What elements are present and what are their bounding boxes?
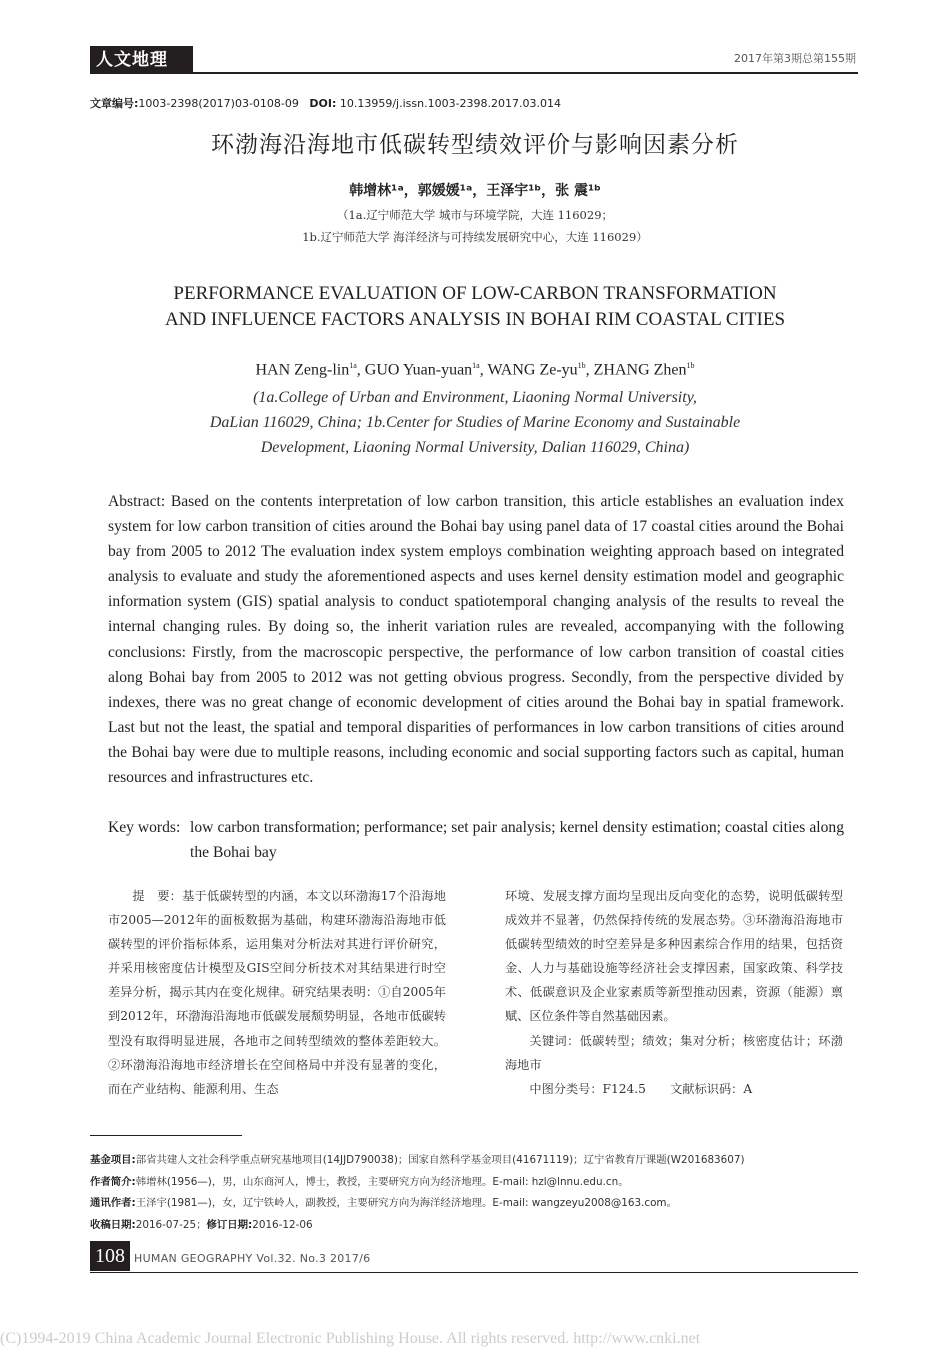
keywords-en — [108, 815, 844, 865]
footnote-dates: 收稿日期:2016-07-25；修订日期:2016-12-06 — [90, 1218, 313, 1231]
footer-journal-info: HUMAN GEOGRAPHY Vol.32. No.3 2017/6 — [134, 1252, 371, 1265]
title-cn: 环渤海沿海地市低碳转型绩效评价与影响因素分析 — [211, 132, 739, 158]
journal-logo-tag: 人文地理 — [90, 46, 193, 74]
keywords-cn: 关键词：低碳转型；绩效；集对分析；核密度估计；环渤海地市 — [505, 1033, 843, 1072]
footer-rule — [90, 1272, 858, 1273]
fund-label: 基金项目: — [90, 1154, 136, 1166]
revised-date: 2016-12-06 — [252, 1218, 313, 1231]
abstract-cn-text-2: 环境、发展支撑方面均呈现出反向变化的态势，说明低碳转型成效并不显著，仍然保持传统的发展态势。③环渤海沿海地市低碳转型绩效的时空差异是多种因素综合作用的结果，包括资金、人力与基础设施等经济社会支撑因素，国家政策、科学技术、低碳意识及企业家素质等新型推动因素，资源（能源）禀赋、区位条件等自然基础因素。 — [505, 889, 843, 1024]
footnote-rule — [90, 1135, 242, 1136]
fund-text: 部省共建人文社会科学重点研究基地项目(14JJD790038)；国家自然科学基金项目(41671119)；辽宁省教育厅课题(W201683607) — [135, 1154, 745, 1166]
received-date: 2016-07-25 — [135, 1218, 197, 1231]
footnote-author — [90, 1172, 870, 1194]
author-en-2-sup: 1a — [472, 361, 480, 370]
abstract-en: Abstract: Based on the contents interpretation of low carbon transition, this article establishes an evaluation index system for low carbon transition of cities around the Bohai bay using panel data of 17 coastal cities around the Bohai bay from 2005 to 2012 The evaluation index system employs combination weighting approach based on integrated analysis to evaluate and study the aforementioned aspects and uses kernel density estimation model and geographic information system (GIS) spatial analysis to conduct spatiotemporal changing analysis of the results to reveal the internal changing rules. By doing so, the inherit variation rules are revealed, accompanying with the following conclusions: Firstly, from the macroscopic perspective, the performance of low carbon transition of coastal cities along Bohai bay from 2005 to 2012 was not getting obvious progress. Secondly, from the perspective divided by indexes, there was no great change of economic development of cities around the Bohai bay in spatial framework. Last but not the least, the spatial and temporal disparities of performances in low carbon transitions of cities around the Bohai bay were due to multiple reasons, including economic and social supporting factors such as capital, human resources and infrastructures etc. — [108, 493, 844, 787]
author-en-1: HAN Zeng-lin — [255, 361, 350, 379]
abstract-cn-left-column — [108, 884, 446, 1101]
keywords-en-text: low carbon transformation; performance; set pair analysis; kernel density estimation; coastal cities along the Bohai bay — [190, 819, 844, 861]
header-rule — [90, 72, 858, 74]
author-en-1-sup: 1a — [349, 361, 357, 370]
doi[interactable]: 10.13959/j.issn.1003-2398.2017.03.014 — [339, 97, 562, 110]
affiliation-en — [0, 385, 950, 460]
classification-code: 中图分类号：F124.5 文献标识码：A — [529, 1081, 753, 1096]
issue-info: 2017年第3期总第155期 — [734, 52, 856, 65]
affiliation-en-line-1: (1a.College of Urban and Environment, Liaoning Normal University, — [253, 389, 697, 406]
article-number: 1003-2398(2017)03-0108-09 — [138, 97, 299, 110]
copyright-watermark: (C)1994-2019 China Academic Journal Electronic Publishing House. All rights reserved. http://www.cnki.net — [0, 1330, 701, 1347]
article-number-label: 文章编号: — [90, 97, 139, 110]
author-en-3-sup: 1b — [577, 361, 586, 370]
author-en-4-sup: 1b — [686, 361, 695, 370]
corr-label: 通讯作者: — [90, 1197, 136, 1209]
title-en — [0, 281, 950, 333]
abstract-cn-right-column — [505, 884, 843, 1101]
author-en-4: ZHANG Zhen — [593, 361, 687, 379]
revised-label: 修订日期: — [206, 1218, 253, 1231]
affiliation-cn-line-2: 1b.辽宁师范大学 海洋经济与可持续发展研究中心，大连 116029） — [302, 230, 648, 244]
author-label: 作者简介: — [90, 1175, 136, 1188]
footnotes — [90, 1150, 870, 1236]
affiliation-cn-line-1: （1a.辽宁师范大学 城市与环境学院，大连 116029； — [336, 208, 614, 222]
authors-en: HAN Zeng-lin$^{1a}$, GUO Yuan-yuan$^{1a}$, WANG $Ze-yu^{1b}$, ZHANG Zhen$^{1b}$ — [255, 361, 695, 379]
title-en-line-1: PERFORMANCE EVALUATION OF LOW-CARBON TRANSFORMATION — [173, 283, 777, 304]
article-number-line — [90, 95, 561, 111]
affiliation-en-line-2: DaLian 116029, China; 1b.Center for Studies of Marine Economy and Sustainable — [209, 414, 741, 431]
page-number: 108 — [90, 1241, 130, 1271]
author-en-2: GUO Yuan-yuan — [364, 361, 473, 379]
author-en-3: WANG Ze-yu — [487, 361, 578, 379]
title-en-line-2: AND INFLUENCE FACTORS ANALYSIS IN BOHAI RIM COASTAL CITIES — [164, 309, 786, 330]
keywords-en-label: Key words: — [108, 819, 181, 836]
corr-text: 王泽宇(1981—)，女，辽宁铁岭人，副教授，主要研究方向为海洋经济地理。E-mail: wangzeyu2008@163.com。 — [135, 1197, 677, 1209]
footnote-fund — [90, 1150, 870, 1172]
affiliation-en-line-3: Development, Liaoning Normal University, Dalian 116029, China) — [260, 439, 690, 456]
author-text: 韩增林(1956—)，男，山东商河人，博士，教授，主要研究方向为经济地理。E-mail: hzl@lnnu.edu.cn。 — [135, 1175, 629, 1188]
received-label: 收稿日期: — [90, 1218, 136, 1231]
abstract-cn-text-1: 提 要：基于低碳转型的内涵，本文以环渤海17个沿海地市2005—2012年的面板数据为基础，构建环渤海沿海地市低碳转型的评价指标体系，运用集对分析法对其进行评价研究，并采用核密度估计模型及GIS空间分析技术对其结果进行时空差异分析，揭示其内在变化规律。研究结果表明：①自2005年到2012年，环渤海沿海地市低碳发展颓势明显，各地市低碳转型没有取得明显进展，各地市之间转型绩效的整体差距较大。②环渤海沿海地市经济增长在空间格局中并没有显著的变化，而在产业结构、能源利用、生态 — [108, 889, 446, 1096]
authors-cn: 韩增林¹ᵃ，郭媛媛¹ᵃ，王泽宇¹ᵇ，张 震¹ᵇ — [349, 183, 601, 199]
footnote-corresponding — [90, 1193, 870, 1215]
doi-label: DOI: — [309, 97, 337, 110]
